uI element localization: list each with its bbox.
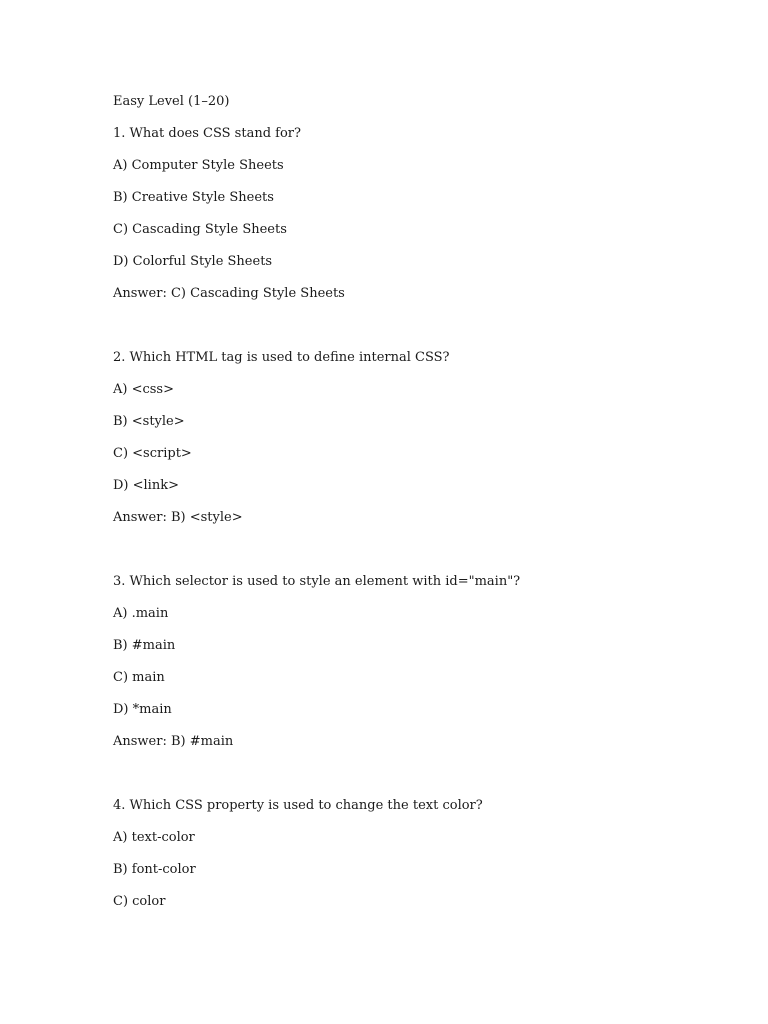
blank-line <box>113 765 713 797</box>
option-a: A) <css> <box>113 382 175 397</box>
option-c: C) Cascading Style Sheets <box>113 222 287 237</box>
question-2 <box>113 349 713 527</box>
option-d: D) Colorful Style Sheets <box>113 254 273 269</box>
question-text: 1. What does CSS stand for? <box>113 126 301 141</box>
option-a: A) text-color <box>113 830 195 845</box>
document-body <box>113 93 713 925</box>
option-b: B) Creative Style Sheets <box>113 190 274 205</box>
question-text: 3. Which selector is used to style an element with id="main"? <box>113 574 521 589</box>
option-d: D) <link> <box>113 478 179 493</box>
question-3 <box>113 573 713 751</box>
blank-line <box>113 541 713 573</box>
answer-text: Answer: B) <style> <box>113 510 243 525</box>
option-b: B) #main <box>113 638 176 653</box>
option-c: C) main <box>113 670 165 685</box>
question-1 <box>113 125 713 303</box>
question-text: 2. Which HTML tag is used to define internal CSS? <box>113 350 450 365</box>
answer-text: Answer: B) #main <box>113 734 234 749</box>
option-d: D) *main <box>113 702 172 717</box>
option-b: B) font-color <box>113 862 196 877</box>
section-heading: Easy Level (1–20) <box>113 94 230 109</box>
option-b: B) <style> <box>113 414 185 429</box>
question-text: 4. Which CSS property is used to change the text color? <box>113 798 483 813</box>
option-c: C) color <box>113 894 166 909</box>
answer-text: Answer: C) Cascading Style Sheets <box>113 286 345 301</box>
blank-line <box>113 317 713 349</box>
option-a: A) .main <box>113 606 169 621</box>
option-a: A) Computer Style Sheets <box>113 158 284 173</box>
question-4 <box>113 797 713 911</box>
option-c: C) <script> <box>113 446 192 461</box>
